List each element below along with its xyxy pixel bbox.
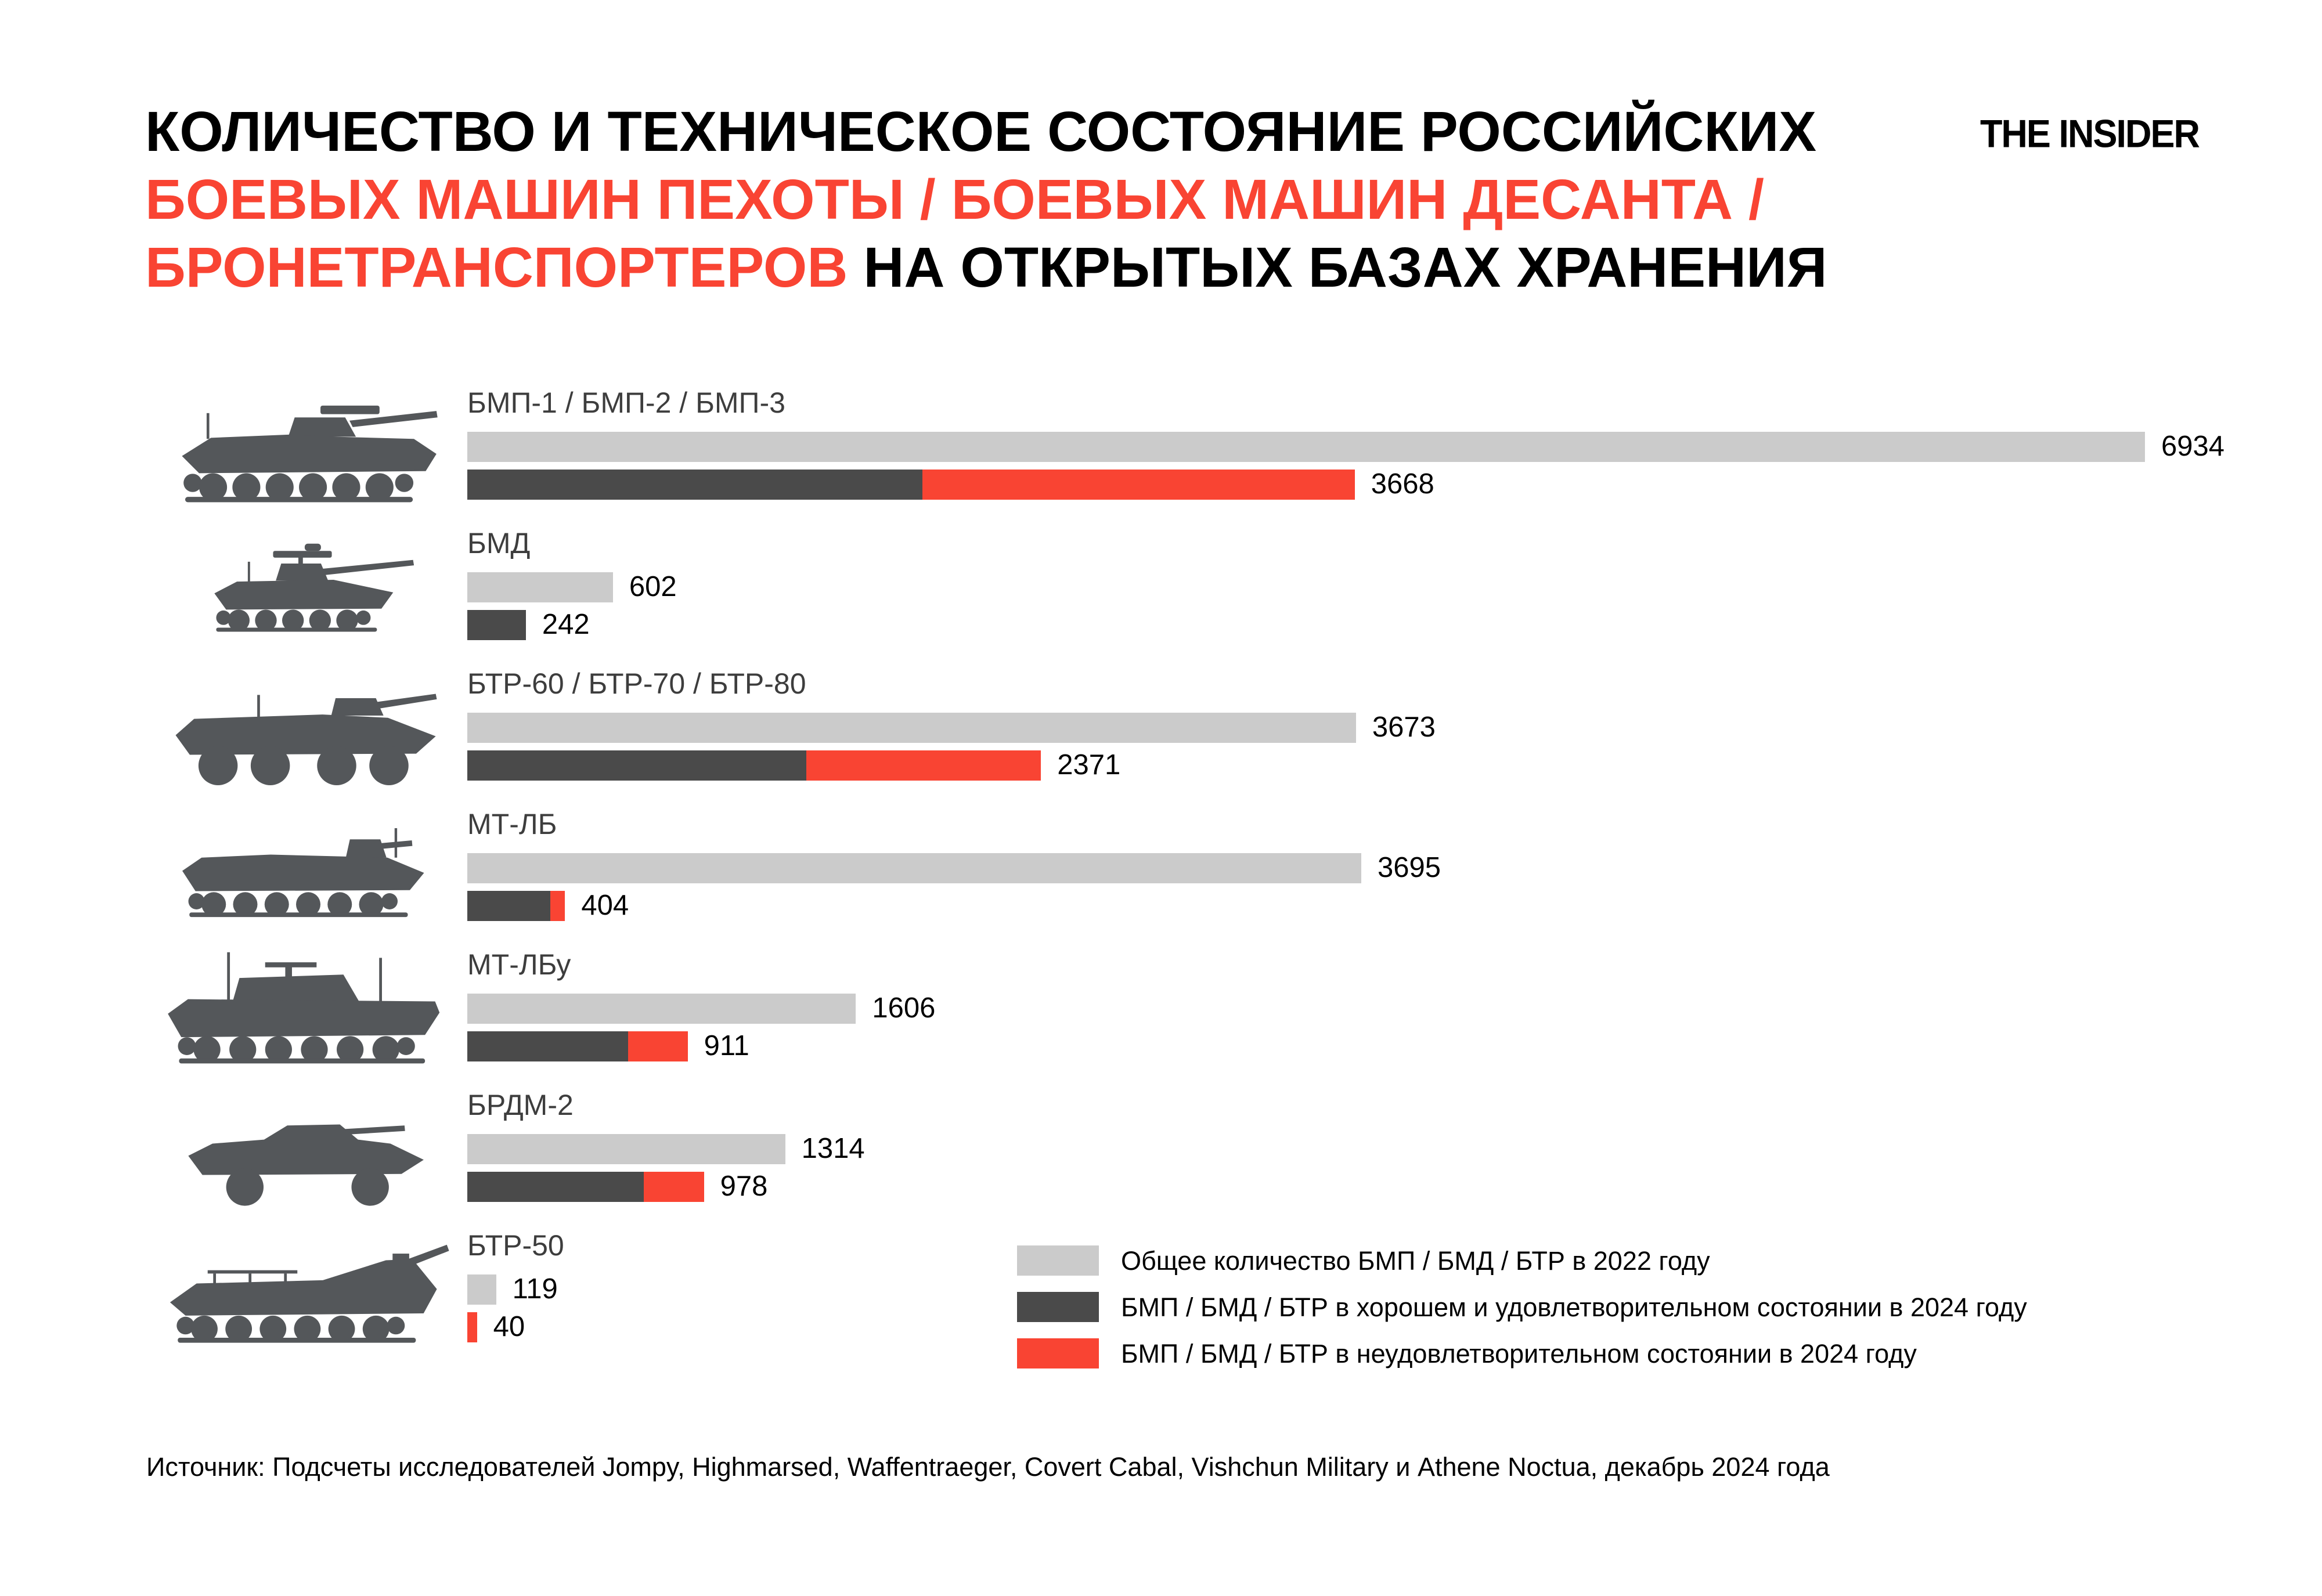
mtlb-icon [160, 808, 453, 930]
value-2022: 3695 [1378, 852, 1441, 883]
bar-stacked-2024 [467, 1312, 477, 1342]
title-line2: БОЕВЫХ МАШИН ПЕХОТЫ / БОЕВЫХ МАШИН ДЕСАНТА / [145, 168, 1764, 231]
segment-bad-condition [550, 891, 565, 921]
legend-swatch-red [1017, 1338, 1099, 1368]
title-line3-black: НА ОТКРЫТЫХ БАЗАХ ХРАНЕНИЯ [848, 236, 1827, 299]
value-2022: 6934 [2161, 431, 2225, 462]
value-2024: 911 [704, 1030, 749, 1061]
value-2024: 978 [720, 1171, 768, 1202]
vehicle-row-brdm2 [145, 1079, 2235, 1220]
legend [1017, 1245, 2027, 1385]
vehicle-row-bmd [145, 518, 2235, 658]
vehicle-row-btr80 [145, 658, 2235, 799]
segment-good-condition [467, 470, 922, 500]
bmd-icon [185, 530, 428, 646]
value-2024: 242 [542, 609, 590, 640]
segment-good-condition [467, 1172, 644, 1202]
legend-item-total-2022: Общее количество БМП / БМД / БТР в 2022 году [1017, 1245, 2027, 1276]
vehicle-row-bmp [145, 377, 2235, 518]
legend-item-good-2024: БМП / БМД / БТР в хорошем и удовлетворительном состоянии в 2024 году [1017, 1292, 2027, 1322]
bar-stacked-2024 [467, 750, 1041, 781]
segment-bad-condition [628, 1031, 688, 1061]
legend-swatch-dark [1017, 1292, 1099, 1322]
segment-bad-condition [644, 1172, 704, 1202]
title-line3-red: БРОНЕТРАНСПОРТЕРОВ [145, 236, 848, 299]
value-2024: 3668 [1371, 468, 1434, 500]
value-2022: 602 [629, 571, 677, 602]
segment-good-condition [467, 1031, 628, 1061]
vehicle-row-mtlbu [145, 939, 2235, 1079]
bar-total-2022 [467, 713, 1356, 743]
mtlbu-icon [156, 942, 457, 1077]
legend-swatch-gray [1017, 1245, 1099, 1276]
segment-bad-condition [922, 470, 1355, 500]
bar-total-2022 [467, 572, 613, 602]
value-2022: 3673 [1372, 712, 1436, 743]
value-2022: 1314 [801, 1133, 865, 1164]
row-label: МТ-ЛБ [467, 807, 557, 840]
value-2022: 1606 [872, 992, 936, 1024]
value-2024: 40 [493, 1311, 525, 1342]
row-label: БМП-1 / БМП-2 / БМП-3 [467, 386, 785, 419]
bmp-icon [161, 383, 452, 512]
legend-item-bad-2024: БМП / БМД / БТР в неудовлетворительном состоянии в 2024 году [1017, 1338, 2027, 1368]
value-2024: 404 [581, 890, 629, 921]
btr50-icon [157, 1223, 456, 1357]
bar-total-2022 [467, 994, 856, 1024]
bar-total-2022 [467, 853, 1361, 883]
bar-stacked-2024 [467, 891, 565, 921]
title-line1: КОЛИЧЕСТВО И ТЕХНИЧЕСКОЕ СОСТОЯНИЕ РОССИЙСКИХ [145, 100, 1817, 163]
btr80-icon [157, 663, 456, 794]
bar-stacked-2024 [467, 1172, 704, 1202]
row-label: БМД [467, 526, 531, 559]
bar-stacked-2024 [467, 470, 1355, 500]
row-label: БТР-50 [467, 1229, 564, 1262]
row-label: МТ-ЛБу [467, 948, 571, 981]
value-2024: 2371 [1057, 749, 1121, 781]
source-note: Источник: Подсчеты исследователей Jompy, Highmarsed, Waffentraeger, Covert Cabal, Vishchun Military и Athene Noctua, декабрь 2024 года [146, 1452, 1830, 1482]
vehicle-row-mtlb [145, 799, 2235, 939]
segment-good-condition [467, 891, 550, 921]
the-insider-logo: THE INSIDER [1980, 112, 2199, 156]
bar-stacked-2024 [467, 1031, 688, 1061]
page-title [145, 98, 1827, 301]
segment-bad-condition [467, 1312, 477, 1342]
value-2022: 119 [512, 1273, 558, 1305]
row-label: БРДМ-2 [467, 1088, 574, 1121]
segment-good-condition [467, 750, 806, 781]
segment-bad-condition [806, 750, 1041, 781]
segment-good-condition [467, 610, 526, 640]
bar-total-2022 [467, 1134, 785, 1164]
chart-rows [145, 377, 2235, 1360]
row-label: БТР-60 / БТР-70 / БТР-80 [467, 667, 806, 700]
brdm-icon [170, 1089, 443, 1211]
bar-total-2022 [467, 1274, 496, 1305]
bar-total-2022 [467, 432, 2145, 462]
bar-stacked-2024 [467, 610, 526, 640]
